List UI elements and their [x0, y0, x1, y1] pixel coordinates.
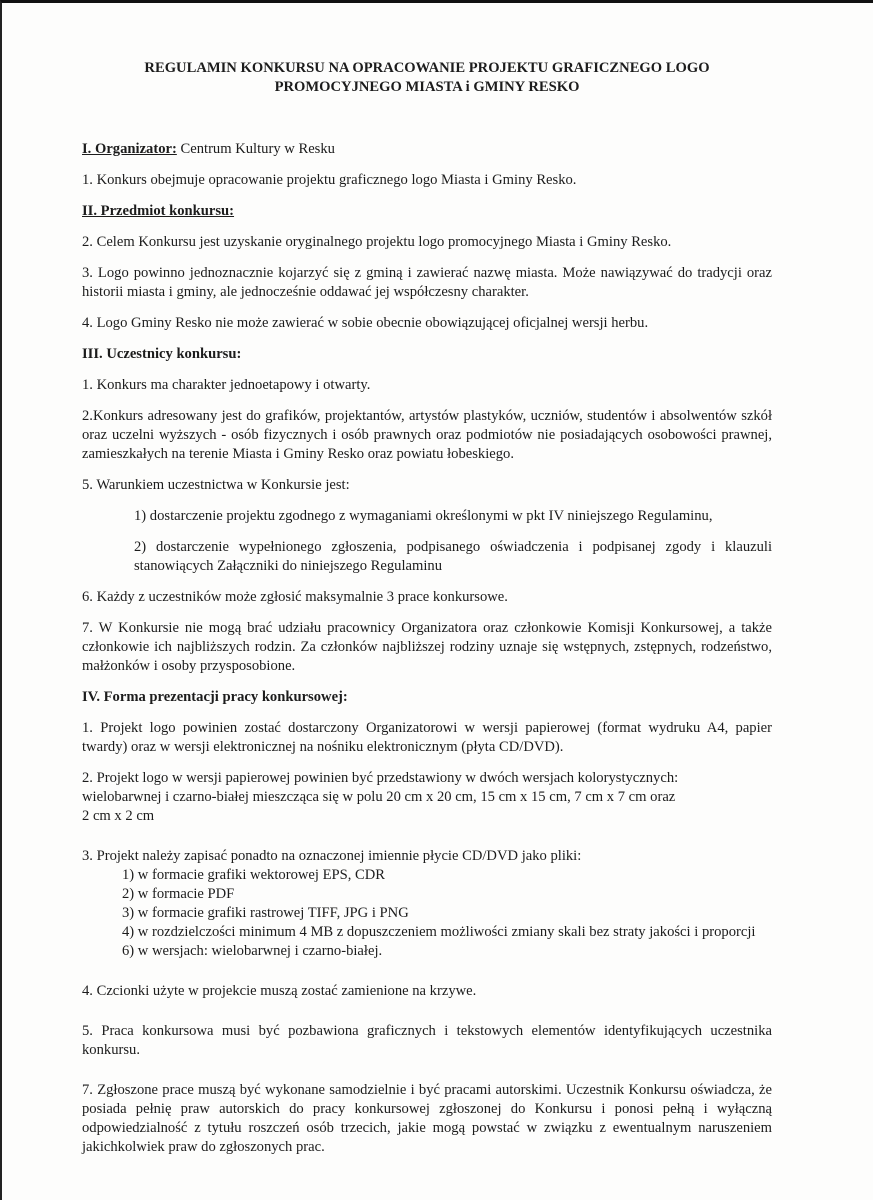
section-4-paragraph-3: 3. Projekt należy zapisać ponadto na oznaczonej imiennie płycie CD/DVD jako pliki: [82, 848, 582, 864]
section-1-title: I. Organizator: [82, 141, 177, 157]
section-4-paragraph-4: 4. Czcionki użyte w projekcie muszą zostać zamienione na krzywe. [82, 983, 477, 999]
section-2-paragraph-2: 2. Celem Konkursu jest uzyskanie oryginalnego projektu logo promocyjnego Miasta i Gminy Resko. [82, 234, 672, 250]
section-2-paragraph-3: 3. Logo powinno jednoznacznie kojarzyć się z gminą i zawierać nazwę miasta. Może nawiązywać do tradycji oraz historii miasta i gminy, ale jednocześnie oddawać jej współczesny charakter. [82, 265, 772, 300]
section-4-paragraph-1: 1. Projekt logo powinien zostać dostarczony Organizatorowi w wersji papierowej (format wydruku A4, papier twardy) oraz w wersji elektronicznej na nośniku elektronicznym (płyta CD/DVD). [82, 720, 772, 755]
title-line-1: REGULAMIN KONKURSU NA OPRACOWANIE PROJEKTU GRAFICZNEGO LOGO [144, 60, 710, 76]
list-item: 4) w rozdzielczości minimum 4 MB z dopuszczeniem możliwości zmiany skali bez straty jakości i proporcji [122, 924, 756, 940]
section-3-paragraph-5: 5. Warunkiem uczestnictwa w Konkursie jest: [82, 477, 350, 493]
section-3-paragraph-1: 1. Konkurs ma charakter jednoetapowy i otwarty. [82, 377, 371, 393]
section-4-p2-line-2: wielobarwnej i czarno-białej mieszcząca się w polu 20 cm x 20 cm, 15 cm x 15 cm, 7 cm x 7 cm oraz [82, 789, 676, 805]
section-4-paragraph-7: 7. Zgłoszone prace muszą być wykonane samodzielnie i być pracami autorskimi. Uczestnik Konkursu oświadcza, że posiada pełnię praw autorskich do pracy konkursowej zgłoszonej do Konkursu i ponosi pełną i wyłączną odpowiedzialność z tytułu roszczeń osób trzecich, jakie mogą powstać w związku z ewentualnym naruszeniem jakichkolwiek praw do zgłoszonych prac. [82, 1082, 772, 1155]
document-content [82, 59, 772, 1169]
section-4-paragraph-5: 5. Praca konkursowa musi być pozbawiona graficznych i tekstowych elementów identyfikujących uczestnika konkursu. [82, 1023, 772, 1058]
section-3-paragraph-2: 2.Konkurs adresowany jest do grafików, projektantów, artystów plastyków, uczniów, studentów i absolwentów szkół oraz uczelni wyższych - osób fizycznych i osób prawnych oraz podmiotów nie posiadających osobowości prawnej, zamieszkałych na terenie Miasta i Gminy Resko oraz powiatu łobeskiego. [82, 408, 772, 462]
section-4-p2-line-1: 2. Projekt logo w wersji papierowej powinien być przedstawiony w dwóch wersjach kolorystycznych: [82, 770, 679, 786]
section-2-heading [82, 202, 772, 221]
section-2-title: II. Przedmiot konkursu: [82, 203, 235, 219]
section-3-item-1: 1) dostarczenie projektu zgodnego z wymaganiami określonymi w pkt IV niniejszego Regulaminu, [134, 508, 713, 524]
title-line-2: PROMOCYJNEGO MIASTA i GMINY RESKO [274, 79, 580, 95]
section-1-heading [82, 140, 772, 159]
section-3-item-2: 2) dostarczenie wypełnionego zgłoszenia, podpisanego oświadczenia i podpisanej zgody i klauzuli stanowiących Załączniki do niniejszego Regulaminu [134, 539, 772, 574]
list-item: 3) w formacie grafiki rastrowej TIFF, JPG i PNG [122, 905, 409, 921]
list-item: 6) w wersjach: wielobarwnej i czarno-białej. [122, 943, 383, 959]
section-4-p2-line-3: 2 cm x 2 cm [82, 808, 155, 824]
section-2-paragraph-4: 4. Logo Gminy Resko nie może zawierać w sobie obecnie obowiązującej oficjalnej wersji herbu. [82, 315, 649, 331]
list-item: 2) w formacie PDF [122, 886, 235, 902]
section-4-paragraph-2 [82, 769, 772, 826]
section-3-paragraph-6: 6. Każdy z uczestników może zgłosić maksymalnie 3 prace konkursowe. [82, 589, 508, 605]
document-title [82, 59, 772, 97]
section-1-paragraph-1: 1. Konkurs obejmuje opracowanie projektu graficznego logo Miasta i Gminy Resko. [82, 172, 577, 188]
section-4-heading: IV. Forma prezentacji pracy konkursowej: [82, 689, 348, 705]
file-format-list [122, 866, 772, 961]
section-3-paragraph-7: 7. W Konkursie nie mogą brać udziału pracownicy Organizatora oraz członkowie Komisji Konkursowej, a także członkowie ich najbliższych rodzin. Za członków najbliższej rodziny uznaje się wstępnych, zstępnych, rodzeństwo, małżonków i osoby przysposobione. [82, 620, 772, 674]
organizer-name: Centrum Kultury w Resku [180, 141, 335, 157]
section-3-heading: III. Uczestnicy konkursu: [82, 346, 242, 362]
list-item: 1) w formacie grafiki wektorowej EPS, CDR [122, 867, 386, 883]
